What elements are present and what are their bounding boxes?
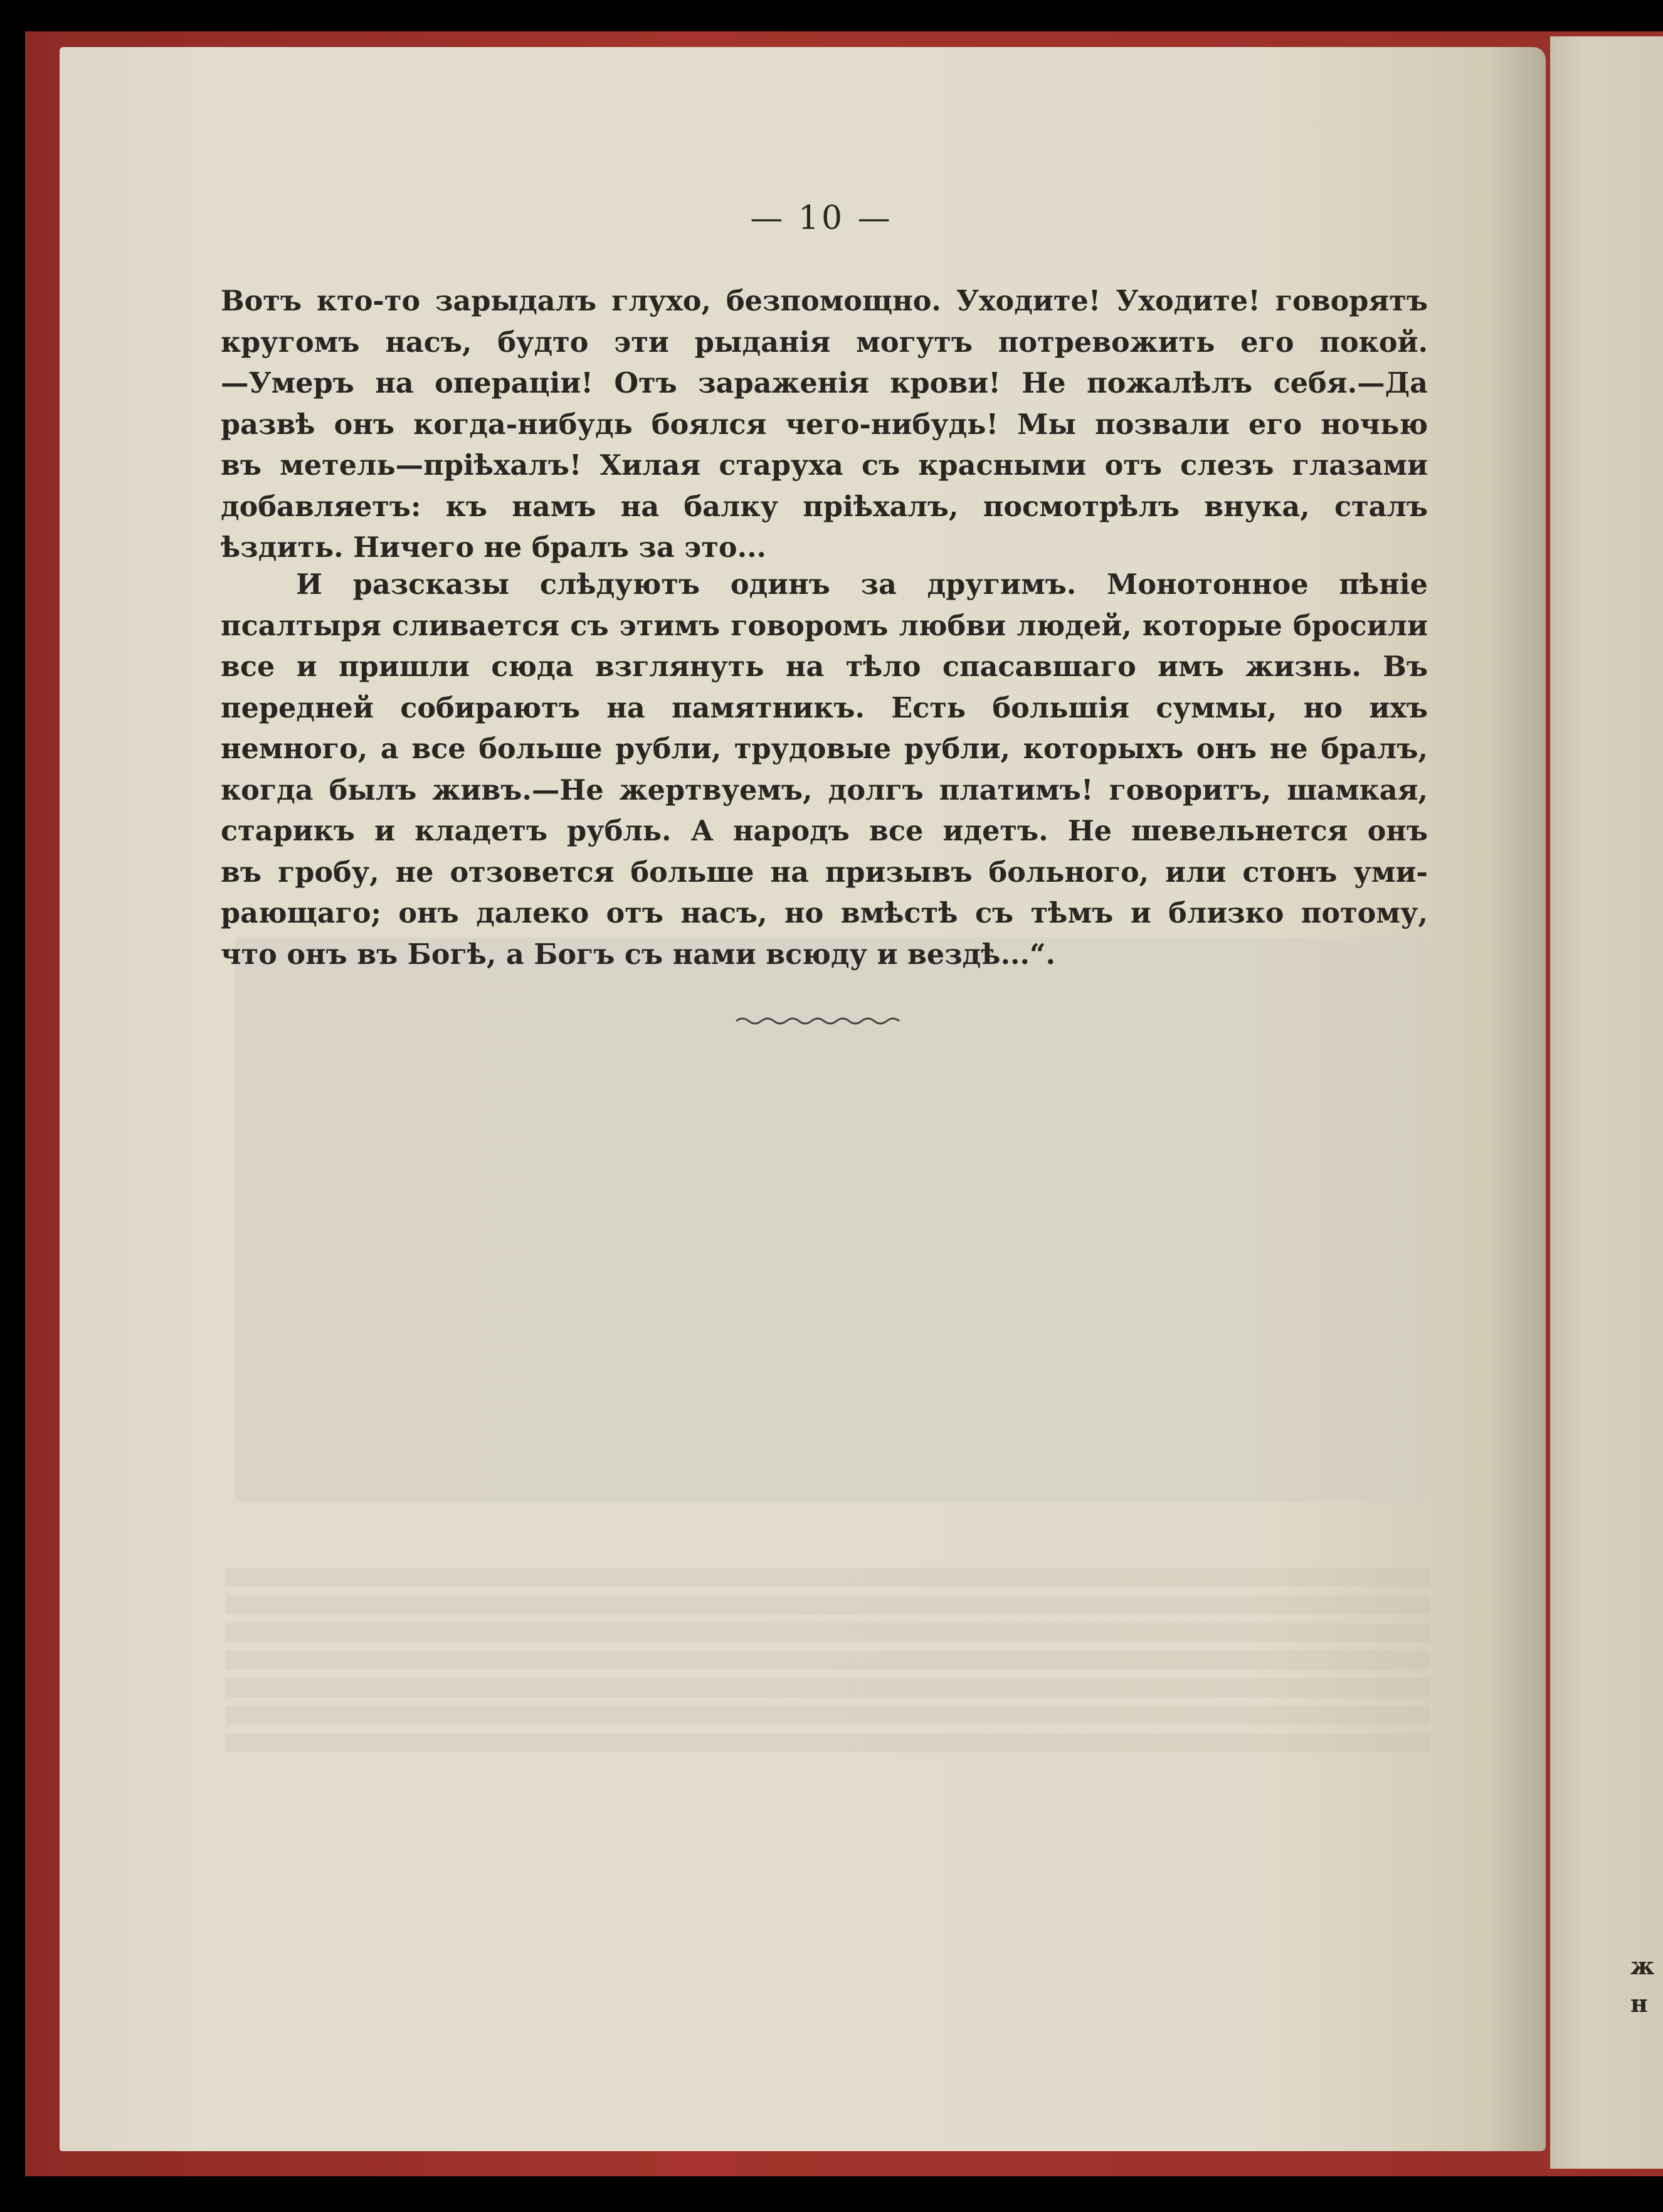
right-page-fragment: н (1630, 1989, 1648, 2018)
wavy-divider (735, 1015, 904, 1027)
text-line: рающаго; онъ далеко отъ насъ, но вмѣстѣ съ тѣмъ и близко потому, (221, 897, 1428, 929)
paragraph-2 (221, 564, 1428, 975)
text-line: что онъ въ Богѣ, а Богъ съ нами всюду и вездѣ...“. (221, 938, 1056, 971)
text-line: И разсказы слѣдуютъ одинъ за другимъ. Монотонное пѣніе (296, 568, 1428, 601)
text-line: развѣ онъ когда-нибудь боялся чего-нибудь! Мы позвали его ночью (221, 408, 1428, 441)
text-line: старикъ и кладетъ рубль. А народъ все идетъ. Не шевельнется онъ (221, 815, 1428, 847)
right-page (1550, 36, 1663, 2169)
text-line: когда былъ живъ.—Не жертвуемъ, долгъ платимъ! говоритъ, шамкая, (221, 773, 1428, 807)
text-line: псалтыря сливается съ этимъ говоромъ любви людей, которые бросили (221, 609, 1428, 642)
text-line: въ метель—пріѣхалъ! Хилая старуха съ красными отъ слезъ глазами (221, 449, 1428, 482)
right-page-fragment: ж (1630, 1952, 1655, 1980)
text-line: —Умеръ на операціи! Отъ зараженія крови! Не пожалѣлъ себя.—Да (221, 367, 1428, 400)
text-line: немного, а все больше рубли, трудовые рубли, которыхъ онъ не бралъ, (221, 733, 1428, 765)
text-line: ѣздить. Ничего не бралъ за это... (221, 531, 767, 564)
show-through-text (226, 1568, 1430, 1756)
page-number: — 10 — (750, 199, 893, 237)
text-line: передней собираютъ на памятникъ. Есть большія суммы, но ихъ (221, 691, 1428, 724)
paragraph-1 (221, 281, 1428, 569)
text-line: все и пришли сюда взглянуть на тѣло спасавшаго имъ жизнь. Въ (221, 650, 1428, 683)
text-line: Вотъ кто-то зарыдалъ глухо, безпомощно. Уходите! Уходите! говорятъ (221, 285, 1428, 317)
text-line: кругомъ насъ, будто эти рыданія могутъ потревожить его покой. (221, 325, 1428, 359)
text-line: добавляетъ: къ намъ на балку пріѣхалъ, посмотрѣлъ внука, сталъ (221, 490, 1428, 523)
text-line: въ гробу, не отзовется больше на призывъ больного, или стонъ уми- (221, 855, 1428, 889)
